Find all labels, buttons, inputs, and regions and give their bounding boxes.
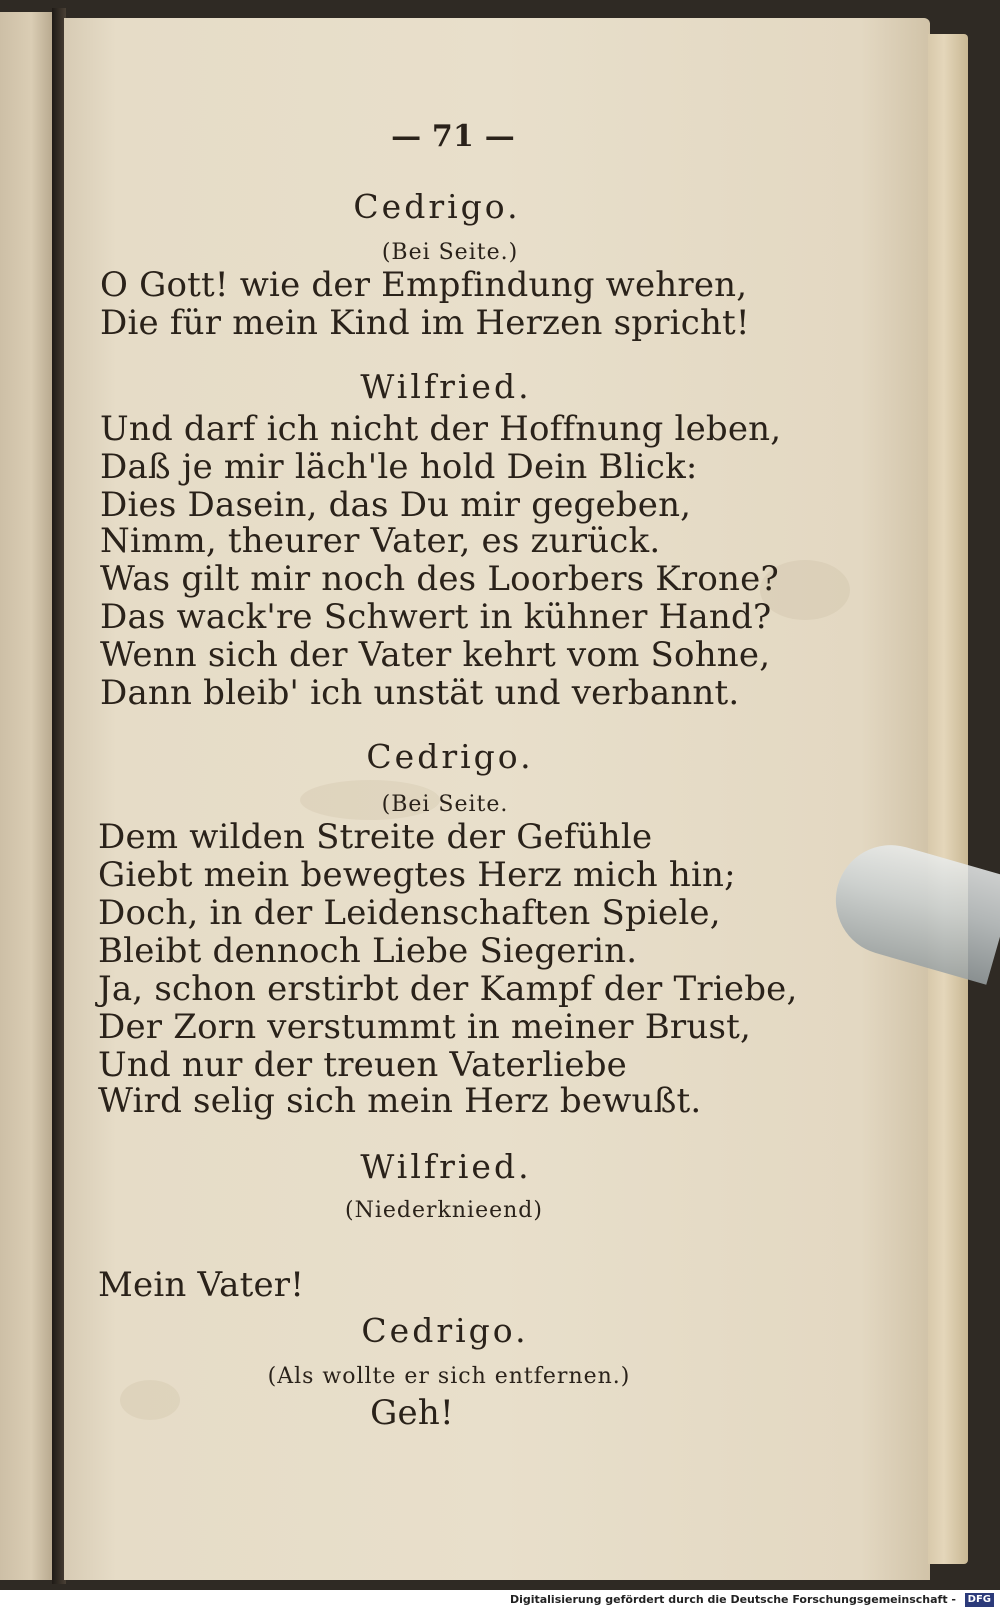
speaker-name: Cedrigo. xyxy=(366,737,534,776)
verse-line: Die für mein Kind im Herzen spricht! xyxy=(100,303,750,343)
stage-direction: (Bei Seite.) xyxy=(381,240,519,265)
verse-line: Und darf ich nicht der Hoffnung leben, xyxy=(100,409,782,449)
verse-line: Dann bleib' ich unstät und verbannt. xyxy=(100,673,740,713)
stage-direction: (Als wollte er sich entfernen.) xyxy=(267,1364,631,1389)
dfg-logo: DFG xyxy=(965,1593,994,1607)
digitization-footer xyxy=(0,1590,1000,1611)
verse-line: Daß je mir läch'le hold Dein Blick: xyxy=(100,447,698,487)
verse-line: Der Zorn verstummt in meiner Brust, xyxy=(98,1007,751,1047)
verse-line: Und nur der treuen Vaterliebe xyxy=(98,1045,627,1085)
verse-line: Dem wilden Streite der Gefühle xyxy=(98,817,653,857)
speaker-name: Wilfried. xyxy=(360,367,532,406)
verse-line: Mein Vater! xyxy=(98,1265,305,1305)
verse-line: Wird selig sich mein Herz bewußt. xyxy=(98,1081,702,1121)
verse-line: Ja, schon erstirbt der Kampf der Triebe, xyxy=(98,969,798,1009)
verse-line: Das wack're Schwert in kühner Hand? xyxy=(100,597,772,637)
footer-credit: Digitalisierung gefördert durch die Deutsche Forschungsgemeinschaft - xyxy=(509,1593,956,1606)
verse-line: Doch, in der Leidenschaften Spiele, xyxy=(98,893,721,933)
verse-line: Giebt mein bewegtes Herz mich hin; xyxy=(98,855,736,895)
stage-direction: (Bei Seite. xyxy=(381,792,509,817)
verse-line: Nimm, theurer Vater, es zurück. xyxy=(100,521,661,561)
page-number: — 71 — xyxy=(391,119,515,154)
speaker-name: Wilfried. xyxy=(360,1147,532,1186)
speaker-name: Cedrigo. xyxy=(353,187,521,226)
verse-line: Was gilt mir noch des Loorbers Krone? xyxy=(100,559,779,599)
verse-line: Dies Dasein, das Du mir gegeben, xyxy=(100,485,692,525)
verse-line: O Gott! wie der Empfindung wehren, xyxy=(100,265,748,305)
speaker-name: Cedrigo. xyxy=(361,1311,529,1350)
verse-line: Bleibt dennoch Liebe Siegerin. xyxy=(98,931,638,971)
stage-direction: (Niederknieend) xyxy=(345,1198,543,1223)
verse-line: Geh! xyxy=(370,1393,454,1433)
verse-line: Wenn sich der Vater kehrt vom Sohne, xyxy=(100,635,771,675)
